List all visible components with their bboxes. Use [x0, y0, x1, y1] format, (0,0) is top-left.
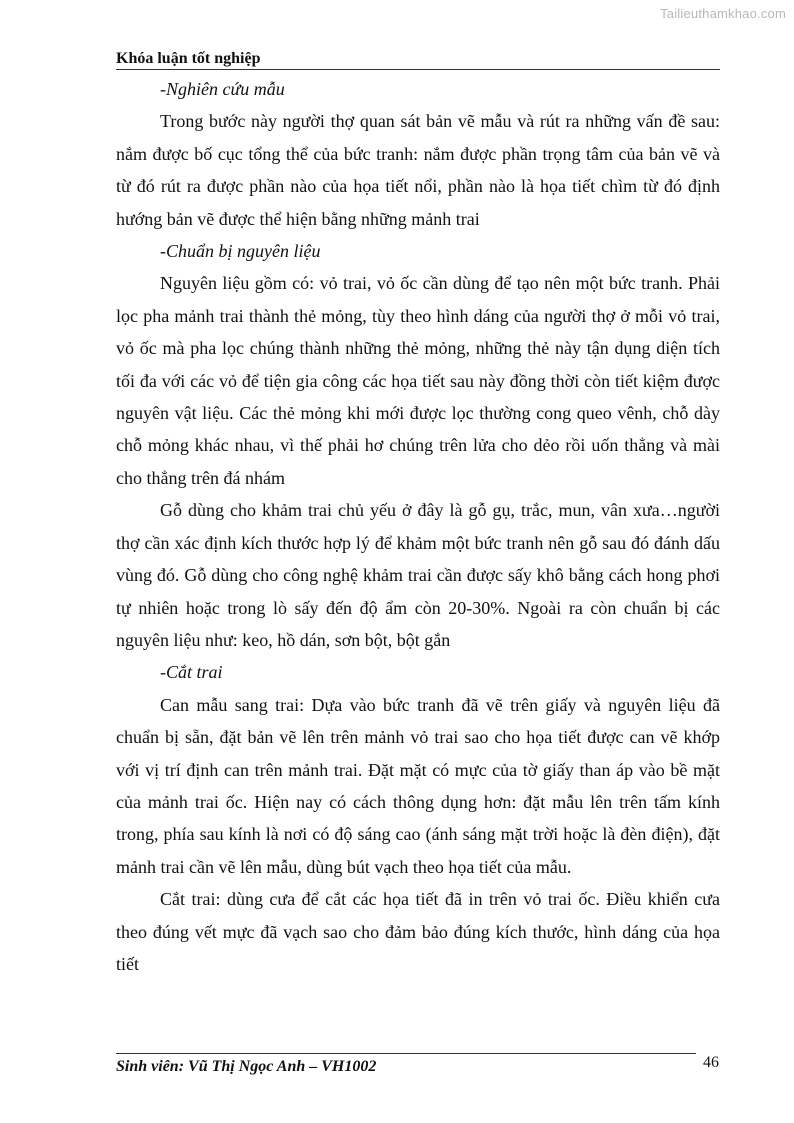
footer-student-name: Sinh viên: Vũ Thị Ngọc Anh – VH1002	[116, 1058, 377, 1075]
paragraph: Can mẫu sang trai: Dựa vào bức tranh đã vẽ trên giấy và nguyên liệu đã chuẩn bị sẵn, đặt bản vẽ lên trên mảnh vỏ trai sao cho họa tiết được can vẽ khớp với vị trí định can trên mảnh trai. Đặt mặt có mực của tờ giấy than áp vào bề mặt của mảnh trai ốc. Hiện nay có cách thông dụng hơn: đặt mẫu lên trên tấm kính trong, phía sau kính là nơi có độ sáng cao (ánh sáng mặt trời hoặc là đèn điện), đặt mảnh trai cần vẽ lên mẫu, dùng bút vạch theo họa tiết của mẫu.	[116, 694, 720, 877]
paragraph: Cắt trai: dùng cưa để cắt các họa tiết đã in trên vỏ trai ốc. Điều khiển cưa theo đúng vết mực đã vạch sao cho đảm bảo đúng kích thước, hình dáng của họa tiết	[116, 889, 720, 974]
page-number: 46	[703, 1054, 719, 1071]
header-divider	[116, 69, 720, 70]
paragraph: Gỗ dùng cho khảm trai chủ yếu ở đây là gỗ gụ, trắc, mun, vân xưa…người thợ cần xác định kích thước hợp lý để khảm một bức tranh nên gỗ sau đó đánh dấu vùng đó. Gỗ dùng cho công nghệ khảm trai cần được sấy khô bằng cách hong phơi tự nhiên hoặc trong lò sấy đến độ ẩm còn 20-30%. Ngoài ra còn chuẩn bị các nguyên liệu như: keo, hồ dán, sơn bột, bột gắn	[116, 500, 720, 650]
section-heading-cutting: -Cắt trai	[160, 662, 223, 683]
paragraph: Nguyên liệu gồm có: vỏ trai, vỏ ốc cần dùng để tạo nên một bức tranh. Phải lọc pha mảnh trai thành thẻ mỏng, tùy theo hình dáng của người thợ ở mỗi vỏ trai, vỏ ốc mà pha lọc chúng thành những thẻ mỏng, những thẻ này tận dụng diện tích tối đa với các vỏ để tiện gia công các họa tiết sau này đồng thời còn tiết kiệm được nguyên vật liệu. Các thẻ mỏng khi mới được lọc thường cong queo vênh, chỗ dày chỗ mỏng khác nhau, vì thế phải hơ chúng trên lửa cho dẻo rồi uốn thẳng và mài cho thẳng trên đá nhám	[116, 273, 720, 488]
document-body	[116, 73, 720, 980]
watermark: Tailieuthamkhao.com	[660, 6, 786, 21]
header-title: Khóa luận tốt nghiệp	[116, 50, 261, 67]
footer-divider	[116, 1053, 696, 1054]
paragraph: Trong bước này người thợ quan sát bản vẽ mẫu và rút ra những vấn đề sau: nắm được bố cục tổng thể của bức tranh: nắm được phần trọng tâm của bản vẽ và từ đó rút ra được phần nào của họa tiết nổi, phần nào là họa tiết chìm từ đó định hướng bản vẽ được thể hiện bằng những mảnh trai	[116, 111, 720, 229]
section-heading-materials: -Chuẩn bị nguyên liệu	[160, 241, 321, 262]
section-heading-research: -Nghiên cứu mẫu	[160, 79, 285, 99]
